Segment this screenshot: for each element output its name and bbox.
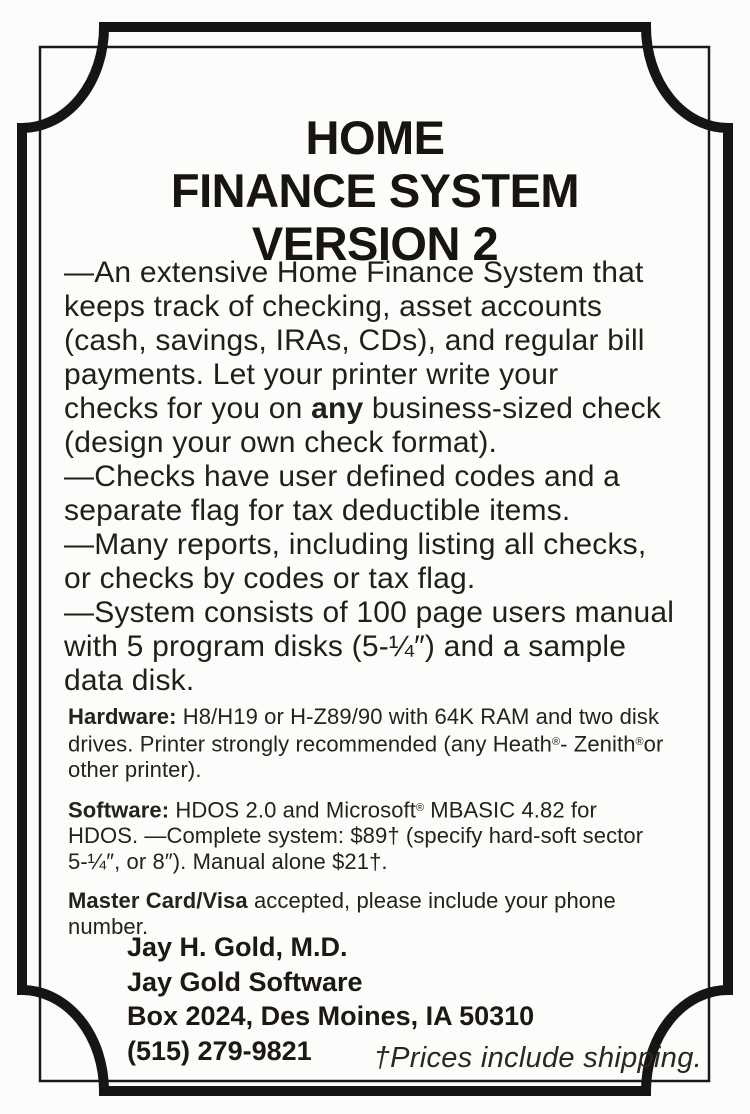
text-segment: (515) 279-9821 <box>127 1035 312 1066</box>
text-line <box>64 528 674 562</box>
text-segment: or checks by codes or tax flag. <box>64 562 476 595</box>
text-segment: Jay H. Gold, M.D. <box>127 932 348 962</box>
text-segment: FINANCE SYSTEM <box>170 164 580 218</box>
text-line <box>64 596 674 630</box>
text-segment: 5-¼″, or 8″). Manual alone $21†. <box>68 848 388 874</box>
text-segment-bold: Software: <box>68 797 170 823</box>
text-line <box>68 757 663 783</box>
text-segment: VERSION 2 <box>251 217 499 271</box>
text-segment: (cash, savings, IRAs, CDs), and regular bill <box>64 324 645 357</box>
text-line <box>64 256 674 290</box>
text-segment: Box 2024, Des Moines, IA 50310 <box>127 1001 535 1031</box>
text-segment-sup: ® <box>415 802 425 815</box>
text-segment-sup: ® <box>552 735 561 748</box>
hardware-paragraph <box>68 704 663 782</box>
text-line <box>127 930 534 965</box>
text-segment: payments. Let your printer write your <box>64 358 559 391</box>
text-segment-bold: any <box>311 392 364 425</box>
text-line <box>64 426 674 460</box>
text-segment: other printer). <box>68 756 202 782</box>
text-line <box>68 849 663 875</box>
text-segment: - Zenith <box>560 731 636 757</box>
text-line <box>68 823 663 849</box>
text-segment: accepted, please include your phone <box>247 888 616 914</box>
text-segment: checks for you on <box>64 392 312 425</box>
text-line <box>64 630 674 664</box>
text-segment: keeps track of checking, asset accounts <box>64 290 603 323</box>
software-paragraph <box>68 796 663 874</box>
text-line <box>64 358 674 392</box>
text-segment: HDOS 2.0 and Microsoft <box>169 797 416 823</box>
price-footnote: †Prices include shipping. <box>373 1042 702 1074</box>
text-segment: —Many reports, including listing all checks, <box>64 528 647 561</box>
ad-title <box>0 111 750 270</box>
text-segment: data disk. <box>64 664 195 697</box>
text-segment: —An extensive Home Finance System that <box>64 256 644 289</box>
text-line <box>68 730 663 757</box>
text-line <box>64 290 674 324</box>
text-segment-sup: ® <box>635 735 644 748</box>
text-line <box>64 664 674 698</box>
text-line <box>127 965 534 1000</box>
text-segment: drives. Printer strongly recommended (any Heath <box>68 731 553 757</box>
text-line <box>64 562 674 596</box>
text-line <box>68 796 663 823</box>
text-segment: business-sized check <box>363 392 662 425</box>
specs-section <box>68 704 663 953</box>
text-segment-bold: Master Card/Visa <box>68 888 248 914</box>
text-segment: —Checks have user defined codes and a <box>64 460 621 493</box>
text-segment: HDOS. —Complete system: $89† (specify hard-soft sector <box>68 823 644 849</box>
text-segment: with 5 program disks (5-¼″) and a sample <box>64 630 627 663</box>
text-line <box>64 494 674 528</box>
text-line <box>68 704 663 730</box>
text-line <box>68 888 663 914</box>
text-segment: separate flag for tax deductible items. <box>64 494 571 527</box>
text-segment: H8/H19 or H-Z89/90 with 64K RAM and two disk <box>176 704 660 729</box>
text-line <box>64 392 674 426</box>
ad-body-copy <box>64 256 674 698</box>
text-line <box>0 164 750 217</box>
text-segment: HOME <box>305 111 445 165</box>
text-segment: or <box>643 731 664 757</box>
text-line <box>64 324 674 358</box>
text-line <box>64 460 674 494</box>
text-segment: (design your own check format). <box>64 426 498 459</box>
text-line <box>127 999 534 1034</box>
text-segment: number. <box>68 913 149 939</box>
text-line <box>0 111 750 164</box>
text-segment: Jay Gold Software <box>127 966 363 997</box>
text-segment: MBASIC 4.82 for <box>424 797 597 823</box>
text-segment: —System consists of 100 page users manual <box>64 596 675 629</box>
text-segment-bold: Hardware: <box>68 704 177 729</box>
